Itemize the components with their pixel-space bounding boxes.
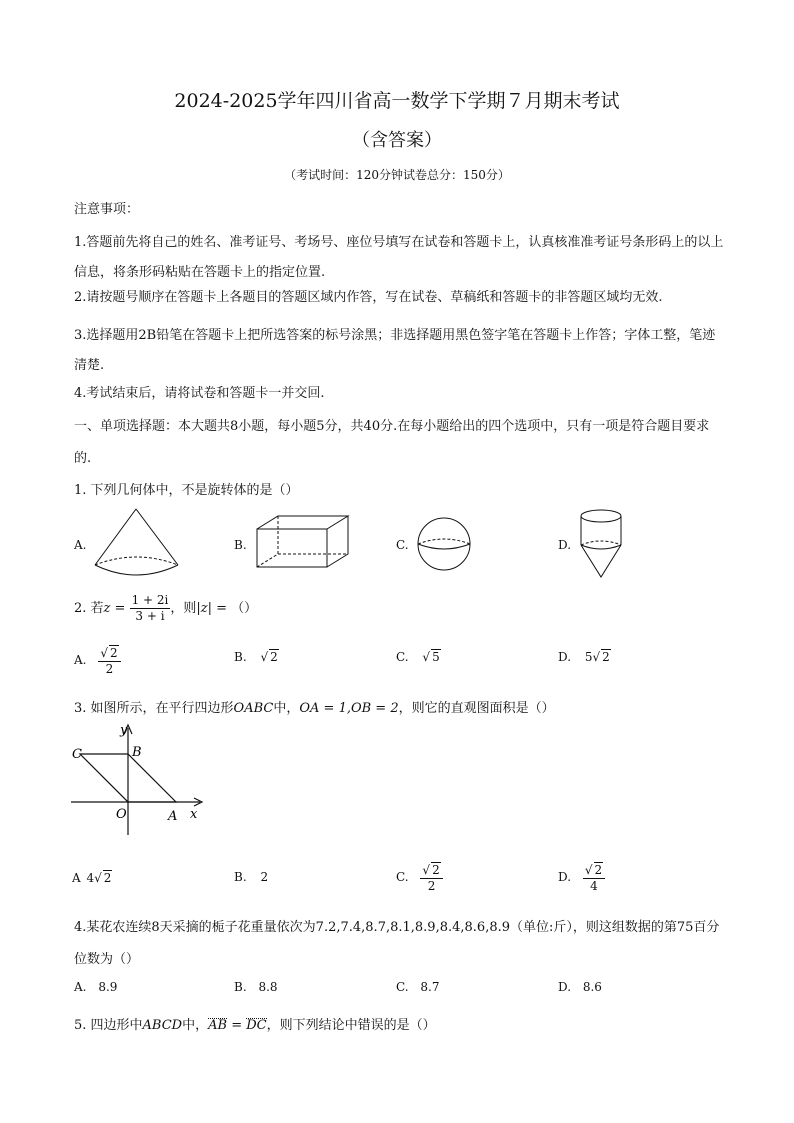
q3-prefix: 3. 如图所示，在平行四边形 (74, 701, 234, 716)
q3-label-b: B (132, 745, 142, 760)
q3-option-d-den: 4 (590, 878, 598, 893)
note-item-4: 4.考试结束后，请将试卷和答题卡一并交回. (74, 386, 325, 401)
q2-option-a-num: 2 (109, 645, 118, 660)
cone-icon (92, 505, 184, 583)
page-title: 2024-2025学年四川省高一数学下学期７月期末考试 (174, 90, 620, 112)
q2-option-d-radicand: 2 (602, 650, 610, 664)
q3-option-a: A 4√ 2 (72, 871, 112, 885)
q2-stem (74, 589, 257, 629)
q2-eq: = (110, 601, 130, 616)
q4-option-a (74, 980, 117, 994)
q5-eq: = (227, 1018, 247, 1033)
q4-option-d-label: D. (558, 980, 572, 994)
q2-option-a-den: 2 (105, 661, 114, 676)
sphere-icon (416, 510, 476, 578)
page-subtitle: （含答案） (352, 130, 442, 151)
cylinder-cone-icon (576, 505, 628, 580)
q5-stem (74, 1014, 436, 1033)
q1-option-a-label: A. (74, 538, 87, 552)
q4-option-c-value: 8.7 (420, 980, 440, 994)
q3-suffix: ，则它的直观图面积是（） (398, 701, 555, 716)
q2-suffix: = （） (212, 601, 258, 616)
q3-option-a-coef: 4 (86, 871, 95, 885)
q3-option-d-label: D. (558, 870, 572, 884)
q2-denominator: 3 + i (135, 609, 165, 623)
q3-option-c-num: 2 (432, 862, 440, 877)
q3-condition: OA = 1,OB = 2 (299, 701, 399, 716)
q3-label-x: x (190, 807, 198, 822)
q3-figure (66, 720, 206, 838)
q4-option-d-value: 8.6 (582, 980, 602, 994)
q4-option-b-value: 8.8 (258, 980, 278, 994)
exam-info: （考试时间：120分钟试卷总分：150分） (284, 168, 510, 182)
q3-option-a-label: A (72, 871, 81, 885)
q4-option-a-value: 8.9 (98, 980, 118, 994)
q4-option-a-label: A. (74, 980, 87, 994)
q2-option-b: B. √ 2 (234, 650, 278, 664)
q2-suffix-pre: ，则 (170, 601, 197, 616)
q4-stem: 4.某花农连续8天采摘的栀子花重量依次为7.2,7.4,8.7,8.1,8.9,8.4,8.6,8.9（单位:斤），则这组数据的第75百分位数为（） (74, 920, 720, 967)
q4-option-c (396, 980, 440, 994)
q2-z: z (103, 601, 111, 616)
q2-option-a (74, 640, 121, 680)
q2-option-d-coef: 5 (584, 650, 593, 664)
note-item-2: 2.请按题号顺序在答题卡上各题目的答题区域内作答，写在试卷、草稿纸和答题卡的非答题区域均无效. (74, 290, 663, 305)
q3-label-y: y (120, 723, 128, 738)
cuboid-icon (254, 512, 354, 572)
q2-abs-z: |z| (196, 601, 212, 616)
q2-option-d-label: D. (558, 650, 572, 664)
q1-option-c-label: C. (396, 538, 409, 552)
q2-prefix: 2. 若 (74, 601, 104, 616)
q1-stem: 1. 下列几何体中，不是旋转体的是（） (74, 483, 299, 498)
q2-option-c: C. √ 5 (396, 650, 440, 664)
q3-option-b (234, 870, 268, 884)
q3-option-d-num: 2 (594, 862, 603, 877)
q3-option-c (396, 857, 443, 897)
q2-option-a-label: A. (74, 653, 87, 667)
q5-vector-dc: DC (246, 1018, 267, 1033)
q3-middle: 中， (273, 701, 300, 716)
q5-shape: ABCD (142, 1018, 183, 1033)
q5-suffix: ，则下列结论中错误的是（） (266, 1018, 436, 1033)
note-item-1: 1.答题前先将自己的姓名、准考证号、考场号、座位号填写在试卷和答题卡上，认真核准准考证号条形码上的以上信息，将条形码粘贴在答题卡上的指定位置. (74, 235, 724, 280)
q3-label-a: A (168, 809, 178, 824)
q3-option-c-fraction: $\frac{√ 2}{2}$ (420, 862, 442, 894)
q3-shape: OABC (233, 701, 274, 716)
q2-fraction (130, 593, 171, 624)
q2-option-d: D. 5√ 2 (558, 650, 610, 664)
q4-option-c-label: C. (396, 980, 409, 994)
q3-option-b-label: B. (234, 870, 247, 884)
q3-option-c-label: C. (396, 870, 409, 884)
section-heading: 一、单项选择题：本大题共8小题，每小题5分，共40分.在每小题给出的四个选项中，只有一项是符合题目要求的. (74, 419, 710, 466)
q5-prefix: 5. 四边形中 (74, 1018, 143, 1033)
notes-heading: 注意事项： (74, 202, 140, 217)
q5-vector-ab: AB (208, 1018, 228, 1033)
q2-numerator: 1 + 2i (131, 593, 169, 607)
q3-option-a-radicand: 2 (103, 871, 112, 885)
q3-option-c-den: 2 (427, 878, 436, 893)
q2-option-c-radicand: 5 (432, 650, 440, 664)
q3-option-b-value: 2 (260, 870, 269, 884)
q3-label-o: O (116, 807, 127, 822)
q2-option-c-label: C. (396, 650, 409, 664)
q3-stem (74, 697, 555, 716)
q2-option-b-radicand: 2 (270, 650, 278, 664)
q1-option-b-label: B. (234, 538, 247, 552)
q4-option-d (558, 980, 602, 994)
q2-option-a-fraction: $\frac{√ 2}{2}$ (98, 645, 120, 677)
q3-option-d (558, 857, 605, 897)
q5-middle: 中， (182, 1018, 209, 1033)
q3-label-c: C (72, 747, 82, 762)
q4-option-b (234, 980, 278, 994)
note-item-3: 3.选择题用2B铅笔在答题卡上把所选答案的标号涂黑；非选择题用黑色签字笔在答题卡上作答；字体工整，笔迹清楚. (74, 328, 716, 373)
q3-option-d-fraction: $\frac{√ 2}{4}$ (583, 862, 605, 894)
q2-option-b-label: B. (234, 650, 247, 664)
q1-option-d-label: D. (558, 538, 572, 552)
q4-option-b-label: B. (234, 980, 247, 994)
